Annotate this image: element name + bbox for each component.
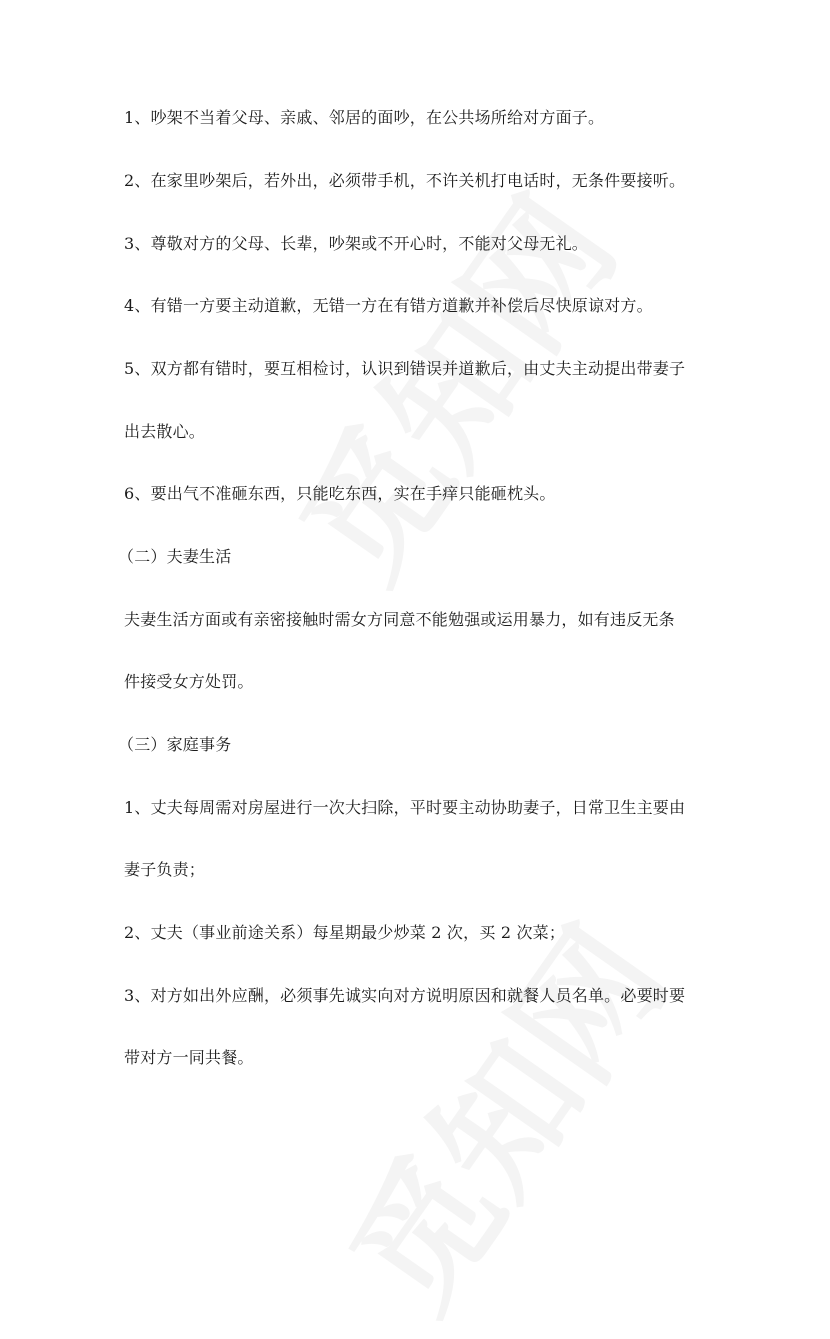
rule-5-text: 5、双方都有错时，要互相检讨，认识到错误并道歉后，由丈夫主动提出带妻子 bbox=[124, 359, 686, 378]
section-heading-3: （三）家庭事务 bbox=[118, 735, 232, 754]
rule-1-text: 1、吵架不当着父母、亲戚、邻居的面吵，在公共场所给对方面子。 bbox=[124, 108, 605, 127]
rule-6-text: 6、要出气不准砸东西，只能吃东西，实在手痒只能砸枕头。 bbox=[124, 484, 556, 503]
household-rule-1-text-continued: 妻子负责； bbox=[124, 860, 206, 879]
paragraph-marital-life: 夫妻生活方面或有亲密接触时需女方同意不能勉强或运用暴力，如有违反无条 bbox=[124, 610, 675, 629]
rule-3-text: 3、尊敬对方的父母、长辈，吵架或不开心时，不能对父母无礼。 bbox=[124, 234, 588, 253]
rule-5-text-continued: 出去散心。 bbox=[124, 422, 206, 441]
household-rule-2-text: 2、丈夫（事业前途关系）每星期最少炒菜 2 次，买 2 次菜； bbox=[124, 923, 566, 942]
household-rule-3-text: 3、对方如出外应酬，必须事先诚实向对方说明原因和就餐人员名单。必要时要 bbox=[124, 986, 686, 1005]
rule-4-text: 4、有错一方要主动道歉，无错一方在有错方道歉并补偿后尽快原谅对方。 bbox=[124, 296, 653, 315]
rule-2-text: 2、在家里吵架后，若外出，必须带手机，不许关机打电话时，无条件要接听。 bbox=[124, 171, 686, 190]
household-rule-1-text: 1、丈夫每周需对房屋进行一次大扫除，平时要主动协助妻子，日常卫生主要由 bbox=[124, 798, 686, 817]
paragraph-marital-life-continued: 件接受女方处罚。 bbox=[124, 672, 254, 691]
household-rule-3-text-continued: 带对方一同共餐。 bbox=[124, 1048, 254, 1067]
section-heading-2: （二）夫妻生活 bbox=[118, 547, 232, 566]
watermark-lower bbox=[332, 908, 688, 1332]
